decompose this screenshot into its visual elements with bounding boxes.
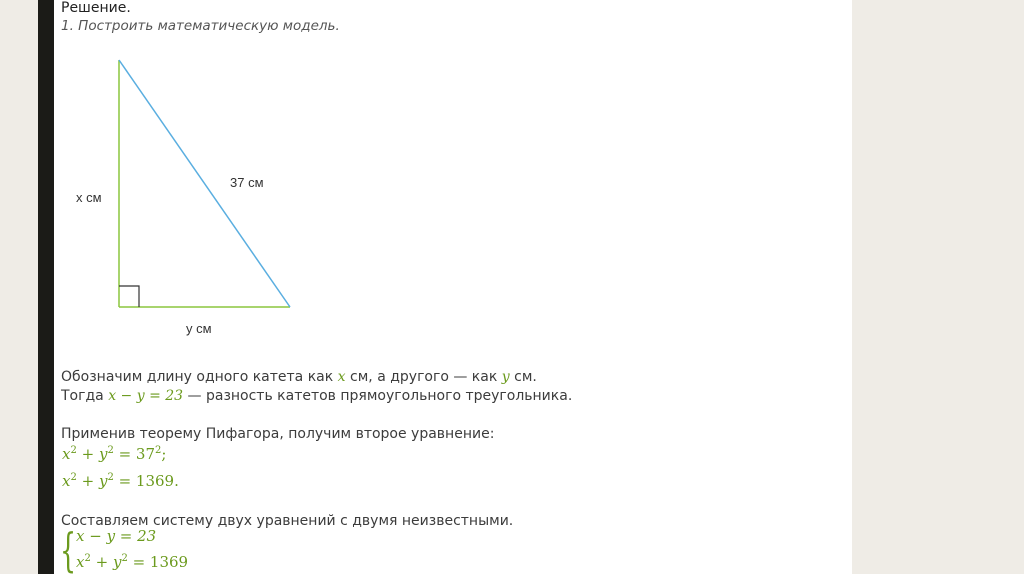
text-segment: Обозначим длину одного катета как [61, 369, 338, 385]
text-segment: — разность катетов прямоугольного треугольника. [183, 388, 573, 404]
horizontal-leg-label: у см [186, 321, 212, 336]
document-page [54, 0, 852, 574]
eq-exponent: 2 [84, 553, 91, 564]
eq-operator: + [90, 553, 113, 571]
paragraph-system: Составляем систему двух уравнений с двумя неизвестными. [61, 513, 514, 529]
eq-var: x [76, 553, 85, 571]
eq-operator: + [76, 445, 99, 463]
eq-var: y [98, 472, 108, 490]
eq-exponent: 2 [107, 472, 114, 483]
text-segment: см, а другого — как [345, 369, 502, 385]
var-y: y [501, 369, 510, 385]
eq-number: 1369 [149, 553, 189, 571]
equation-pythagoras [62, 444, 166, 464]
step-1-title: 1. Построить математическую модель. [61, 18, 340, 34]
eq-exponent: 2 [121, 553, 128, 564]
paragraph-pythagoras: Применив теорему Пифагора, получим второе уравнение: [61, 426, 495, 442]
right-triangle-diagram [54, 50, 354, 350]
eq-number: 1369 [135, 472, 175, 490]
eq-punct: . [174, 472, 179, 490]
eq-operator: = [113, 472, 136, 490]
equation-sum-squares [62, 471, 179, 491]
eq-var: x [62, 445, 71, 463]
eq-operator: = [127, 553, 150, 571]
system-equation-1: x − y = 23 [76, 527, 157, 545]
text-segment: см. [509, 369, 537, 385]
paragraph-difference [61, 387, 572, 405]
eq-var: y [112, 553, 122, 571]
var-x: x [337, 369, 346, 385]
eq-operator: + [76, 472, 99, 490]
hypotenuse [119, 60, 290, 307]
system-brace: { [60, 523, 77, 574]
text-segment: Тогда [61, 388, 109, 404]
system-equation-2 [76, 552, 188, 572]
paragraph-notation [61, 368, 537, 386]
eq-exponent: 2 [107, 445, 114, 456]
solution-heading: Решение. [61, 0, 131, 16]
vertical-leg-label: х см [76, 190, 102, 205]
eq-number: 37 [135, 445, 156, 463]
difference-equation: x − y = 23 [108, 388, 184, 404]
eq-operator: = [113, 445, 136, 463]
left-dark-bar [38, 0, 54, 574]
eq-exponent: 2 [70, 472, 77, 483]
eq-var: y [98, 445, 108, 463]
right-angle-mark [119, 286, 139, 307]
eq-exponent: 2 [155, 445, 162, 456]
eq-exponent: 2 [70, 445, 77, 456]
eq-var: x [62, 472, 71, 490]
eq-punct: ; [161, 445, 167, 463]
hypotenuse-label: 37 см [230, 175, 264, 190]
